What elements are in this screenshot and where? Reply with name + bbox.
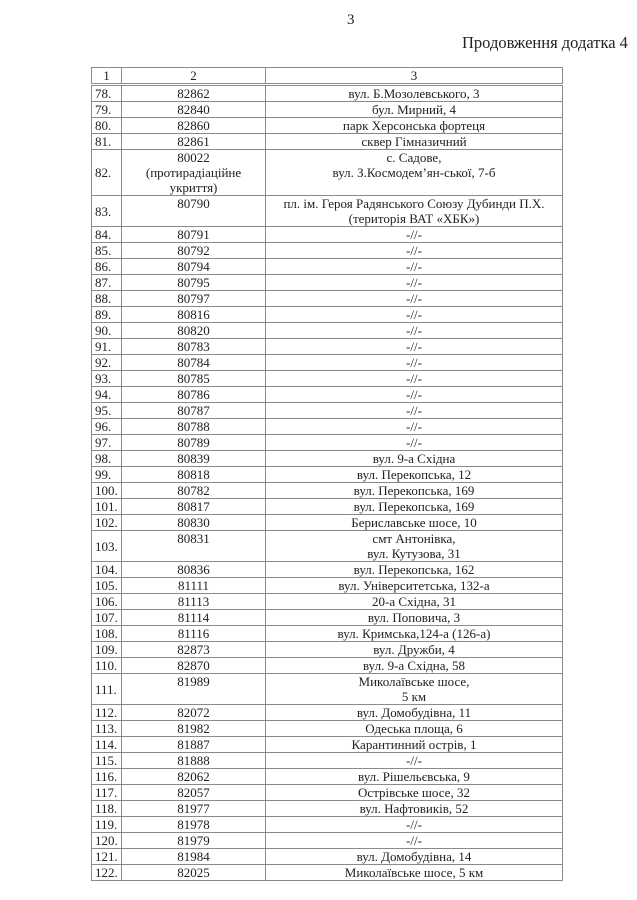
shelter-address-line: смт Антонівка,	[372, 531, 456, 546]
shelter-address-line: парк Херсонська фортеця	[342, 118, 486, 133]
table-row	[92, 435, 563, 451]
table-row	[92, 339, 563, 355]
table-row	[92, 259, 563, 275]
table-row	[92, 531, 563, 562]
row-number: 83.	[92, 196, 122, 227]
shelter-code	[122, 769, 266, 785]
table-row	[92, 594, 563, 610]
shelter-code	[122, 403, 266, 419]
shelter-address	[266, 658, 563, 674]
shelter-code-line: 81888	[177, 753, 210, 768]
shelter-address-line: вул. Дружби, 4	[373, 642, 455, 657]
row-number: 114.	[92, 737, 122, 753]
shelter-code	[122, 196, 266, 227]
shelter-code-line: 80831	[177, 531, 210, 546]
shelter-address-line: вул. Нафтовиків, 52	[359, 801, 469, 816]
shelter-code-line: 82860	[177, 118, 210, 133]
table-row	[92, 817, 563, 833]
shelter-code	[122, 451, 266, 467]
shelter-code	[122, 594, 266, 610]
shelter-code-line: 80839	[177, 451, 210, 466]
table-row	[92, 562, 563, 578]
table-row	[92, 642, 563, 658]
appendix-caption: Продовження додатка 4	[462, 33, 628, 52]
shelter-code-line: 80795	[177, 275, 210, 290]
shelter-code-line: 80816	[177, 307, 210, 322]
shelter-address-line: -//-	[406, 403, 422, 418]
shelter-address-line: -//-	[406, 291, 422, 306]
shelter-code-line: 80818	[177, 467, 210, 482]
table-row	[92, 467, 563, 483]
shelter-code-line: 80791	[177, 227, 210, 242]
shelter-code	[122, 467, 266, 483]
shelter-code	[122, 227, 266, 243]
shelter-code-line: (протирадіаційне	[145, 165, 242, 180]
table-row	[92, 801, 563, 817]
shelter-address-line: вул. Домобудівна, 11	[356, 705, 472, 720]
shelter-code-line: 80788	[177, 419, 210, 434]
shelter-code-line: 80782	[177, 483, 210, 498]
shelter-address	[266, 562, 563, 578]
shelter-address-line: -//-	[406, 323, 422, 338]
table-row	[92, 626, 563, 642]
shelter-code-line: 80792	[177, 243, 210, 258]
shelter-address	[266, 227, 563, 243]
row-number: 118.	[92, 801, 122, 817]
shelter-code	[122, 801, 266, 817]
shelter-code-line: 82870	[177, 658, 210, 673]
shelter-code	[122, 705, 266, 721]
row-number: 89.	[92, 307, 122, 323]
shelter-code	[122, 626, 266, 642]
row-number: 85.	[92, 243, 122, 259]
shelter-address	[266, 196, 563, 227]
shelter-address	[266, 721, 563, 737]
row-number: 93.	[92, 371, 122, 387]
shelter-code-line: 80022	[177, 150, 210, 165]
table-row	[92, 833, 563, 849]
shelter-code-line: 80820	[177, 323, 210, 338]
table-row	[92, 227, 563, 243]
table-row	[92, 403, 563, 419]
shelter-address-line: (територія ВАТ «ХБК»)	[348, 211, 480, 226]
header-col-1: 1	[92, 68, 122, 85]
row-number: 107.	[92, 610, 122, 626]
row-number: 95.	[92, 403, 122, 419]
shelter-code-line: 81978	[177, 817, 210, 832]
shelter-address	[266, 323, 563, 339]
row-number: 120.	[92, 833, 122, 849]
row-number: 101.	[92, 499, 122, 515]
shelter-address	[266, 769, 563, 785]
table-row	[92, 785, 563, 801]
shelter-code	[122, 118, 266, 134]
table-row	[92, 769, 563, 785]
shelter-address	[266, 833, 563, 849]
shelter-code	[122, 355, 266, 371]
shelter-code	[122, 642, 266, 658]
shelter-address	[266, 705, 563, 721]
shelter-address	[266, 419, 563, 435]
table-row	[92, 515, 563, 531]
shelter-address	[266, 102, 563, 118]
shelter-address	[266, 499, 563, 515]
row-number: 96.	[92, 419, 122, 435]
shelter-code-line: 81116	[177, 626, 210, 641]
shelter-address	[266, 275, 563, 291]
shelter-address-line: 5 км	[401, 689, 427, 704]
shelter-code	[122, 849, 266, 865]
table-row	[92, 721, 563, 737]
shelter-code-line: 80797	[177, 291, 210, 306]
shelter-code-line: 82062	[177, 769, 210, 784]
shelter-address	[266, 307, 563, 323]
row-number: 88.	[92, 291, 122, 307]
row-number: 79.	[92, 102, 122, 118]
row-number: 87.	[92, 275, 122, 291]
shelter-address	[266, 371, 563, 387]
shelter-address	[266, 626, 563, 642]
table-row	[92, 499, 563, 515]
shelter-code	[122, 531, 266, 562]
shelter-address-line: -//-	[406, 355, 422, 370]
shelter-address	[266, 531, 563, 562]
row-number: 78.	[92, 85, 122, 102]
shelter-address-line: -//-	[406, 753, 422, 768]
row-number: 91.	[92, 339, 122, 355]
shelter-address	[266, 515, 563, 531]
row-number: 102.	[92, 515, 122, 531]
shelter-address-line: -//-	[406, 817, 422, 832]
shelter-address	[266, 291, 563, 307]
row-number: 81.	[92, 134, 122, 150]
shelter-code	[122, 515, 266, 531]
shelter-address-line: -//-	[406, 259, 422, 274]
table-row	[92, 307, 563, 323]
row-number: 105.	[92, 578, 122, 594]
shelter-address	[266, 451, 563, 467]
shelter-code	[122, 291, 266, 307]
shelter-address	[266, 865, 563, 881]
shelter-code-line: 80789	[177, 435, 210, 450]
row-number: 109.	[92, 642, 122, 658]
shelter-address	[266, 849, 563, 865]
shelter-address-line: вул. Перекопська, 169	[353, 483, 475, 498]
shelter-code	[122, 865, 266, 881]
shelter-code	[122, 833, 266, 849]
shelter-address	[266, 435, 563, 451]
shelter-code-line: 80830	[177, 515, 210, 530]
shelter-code	[122, 371, 266, 387]
shelter-address	[266, 150, 563, 196]
row-number: 98.	[92, 451, 122, 467]
table-row	[92, 118, 563, 134]
shelter-code	[122, 150, 266, 196]
shelter-code	[122, 102, 266, 118]
table-row	[92, 150, 563, 196]
shelter-address	[266, 801, 563, 817]
shelter-code-line: 82057	[177, 785, 210, 800]
shelter-address-line: вул. Перекопська, 162	[353, 562, 475, 577]
shelter-address-line: пл. ім. Героя Радянського Союзу Дубинди П.Х.	[283, 196, 545, 211]
shelter-address-line: -//-	[406, 275, 422, 290]
shelter-address-line: -//-	[406, 227, 422, 242]
shelter-code-line: 80817	[177, 499, 210, 514]
row-number: 106.	[92, 594, 122, 610]
shelter-code-line: 80786	[177, 387, 210, 402]
shelter-address-line: вул. Поповича, 3	[367, 610, 461, 625]
shelter-code	[122, 658, 266, 674]
table-row	[92, 753, 563, 769]
shelter-address	[266, 737, 563, 753]
shelter-code-line: 82873	[177, 642, 210, 657]
shelter-address	[266, 118, 563, 134]
shelter-address	[266, 355, 563, 371]
shelter-address	[266, 753, 563, 769]
shelter-address-line: Миколаївське шосе, 5 км	[344, 865, 484, 880]
table-row	[92, 737, 563, 753]
shelter-address	[266, 243, 563, 259]
row-number: 108.	[92, 626, 122, 642]
shelter-code	[122, 483, 266, 499]
row-number: 104.	[92, 562, 122, 578]
shelter-code-line: 82072	[177, 705, 210, 720]
shelter-address	[266, 483, 563, 499]
table-row	[92, 275, 563, 291]
row-number: 103.	[92, 531, 122, 562]
row-number: 121.	[92, 849, 122, 865]
shelter-code	[122, 435, 266, 451]
table-row	[92, 323, 563, 339]
shelter-address-line: Одеська площа, 6	[365, 721, 463, 736]
shelter-address-line: вул. З.Космодем’ян-ської, 7-б	[332, 165, 496, 180]
shelter-code-line: 81984	[177, 849, 210, 864]
shelter-address-line: -//-	[406, 339, 422, 354]
shelter-code	[122, 610, 266, 626]
shelter-address	[266, 594, 563, 610]
table-row	[92, 674, 563, 705]
table-row	[92, 134, 563, 150]
table-row	[92, 291, 563, 307]
shelter-address-line: вул. Домобудівна, 14	[356, 849, 472, 864]
shelter-code	[122, 721, 266, 737]
shelter-address-line: вул. 9-а Східна, 58	[362, 658, 466, 673]
header-col-2: 2	[122, 68, 266, 85]
shelter-address	[266, 85, 563, 102]
shelter-address	[266, 578, 563, 594]
shelter-code	[122, 785, 266, 801]
shelter-code-line: 81989	[177, 674, 210, 689]
shelter-code-line: 81114	[177, 610, 210, 625]
shelter-address-line: Миколаївське шосе,	[358, 674, 470, 689]
table-row	[92, 243, 563, 259]
row-number: 115.	[92, 753, 122, 769]
shelter-address-line: вул. Кримська,124-а (126-а)	[337, 626, 491, 641]
shelter-address-line: Бериславське шосе, 10	[351, 515, 477, 530]
shelter-address-line: Карантинний острів, 1	[351, 737, 477, 752]
shelter-code-line: 80783	[177, 339, 210, 354]
table-row	[92, 102, 563, 118]
table-row	[92, 610, 563, 626]
shelter-address	[266, 642, 563, 658]
shelter-code-line: 82862	[177, 86, 210, 101]
shelter-address-line: -//-	[406, 243, 422, 258]
shelter-address-line: вул. Перекопська, 169	[353, 499, 475, 514]
row-number: 119.	[92, 817, 122, 833]
row-number: 99.	[92, 467, 122, 483]
table-row	[92, 85, 563, 102]
shelter-code	[122, 737, 266, 753]
row-number: 122.	[92, 865, 122, 881]
table-row	[92, 865, 563, 881]
shelter-code	[122, 243, 266, 259]
shelter-code	[122, 339, 266, 355]
row-number: 92.	[92, 355, 122, 371]
shelter-code	[122, 275, 266, 291]
shelter-code	[122, 387, 266, 403]
shelter-address-line: вул. Кутузова, 31	[367, 546, 461, 561]
shelter-address	[266, 785, 563, 801]
shelter-code-line: 80790	[177, 196, 210, 211]
shelter-code	[122, 817, 266, 833]
shelter-address	[266, 339, 563, 355]
shelter-address-line: вул. 9-а Східна	[372, 451, 456, 466]
row-number: 112.	[92, 705, 122, 721]
shelter-address-line: с. Садове,	[386, 150, 442, 165]
shelters-table	[91, 67, 563, 881]
table-row	[92, 387, 563, 403]
shelter-code-line: 80787	[177, 403, 210, 418]
row-number: 82.	[92, 150, 122, 196]
table-row	[92, 451, 563, 467]
shelter-address-line: сквер Гімназичний	[361, 134, 467, 149]
table-row	[92, 419, 563, 435]
shelter-address	[266, 674, 563, 705]
shelter-address-line: вул. Перекопська, 12	[356, 467, 472, 482]
shelter-address-line: Острівське шосе, 32	[358, 785, 470, 800]
shelter-address-line: 20-а Східна, 31	[372, 594, 456, 609]
shelter-code	[122, 674, 266, 705]
shelter-address	[266, 134, 563, 150]
shelter-code-line: укриття)	[169, 180, 218, 195]
shelter-address-line: вул. Б.Мозолевського, 3	[348, 86, 480, 101]
row-number: 116.	[92, 769, 122, 785]
page-number: 3	[347, 12, 355, 28]
shelter-code	[122, 753, 266, 769]
shelter-code-line: 81113	[177, 594, 210, 609]
row-number: 80.	[92, 118, 122, 134]
shelter-code-line: 82025	[177, 865, 210, 880]
shelter-code-line: 80785	[177, 371, 210, 386]
table-row	[92, 371, 563, 387]
shelter-address-line: бул. Мирний, 4	[372, 102, 456, 117]
shelter-address-line: -//-	[406, 833, 422, 848]
shelter-address-line: -//-	[406, 307, 422, 322]
table-row	[92, 196, 563, 227]
row-number: 100.	[92, 483, 122, 499]
shelter-code-line: 81979	[177, 833, 210, 848]
shelter-code-line: 82861	[177, 134, 210, 149]
shelter-code	[122, 578, 266, 594]
row-number: 94.	[92, 387, 122, 403]
shelter-address-line: -//-	[406, 419, 422, 434]
shelter-address-line: вул. Рішельєвська, 9	[358, 769, 470, 784]
shelter-address	[266, 259, 563, 275]
table-row	[92, 705, 563, 721]
table-row	[92, 355, 563, 371]
shelter-code	[122, 323, 266, 339]
table-row	[92, 483, 563, 499]
table-row	[92, 849, 563, 865]
shelter-code	[122, 134, 266, 150]
table-header-row	[92, 68, 563, 85]
shelter-address	[266, 467, 563, 483]
shelter-address	[266, 817, 563, 833]
shelter-code	[122, 499, 266, 515]
row-number: 90.	[92, 323, 122, 339]
shelter-address-line: вул. Університетська, 132-а	[338, 578, 490, 593]
shelter-address-line: -//-	[406, 371, 422, 386]
shelter-code-line: 81982	[177, 721, 210, 736]
shelter-code-line: 81111	[177, 578, 210, 593]
shelter-address	[266, 387, 563, 403]
row-number: 110.	[92, 658, 122, 674]
shelter-code	[122, 419, 266, 435]
row-number: 84.	[92, 227, 122, 243]
shelter-code-line: 82840	[177, 102, 210, 117]
header-col-3: 3	[266, 68, 563, 85]
row-number: 113.	[92, 721, 122, 737]
row-number: 111.	[92, 674, 122, 705]
shelter-address-line: -//-	[406, 387, 422, 402]
shelter-address-line: -//-	[406, 435, 422, 450]
shelter-code-line: 80794	[177, 259, 210, 274]
shelter-code	[122, 307, 266, 323]
shelter-code-line: 80784	[177, 355, 210, 370]
shelter-address	[266, 403, 563, 419]
shelter-code-line: 81887	[177, 737, 210, 752]
shelter-address	[266, 610, 563, 626]
table-row	[92, 658, 563, 674]
shelter-code-line: 80836	[177, 562, 210, 577]
shelter-code-line: 81977	[177, 801, 210, 816]
row-number: 86.	[92, 259, 122, 275]
shelter-code	[122, 259, 266, 275]
shelter-code	[122, 562, 266, 578]
row-number: 117.	[92, 785, 122, 801]
table-row	[92, 578, 563, 594]
row-number: 97.	[92, 435, 122, 451]
shelter-code	[122, 85, 266, 102]
